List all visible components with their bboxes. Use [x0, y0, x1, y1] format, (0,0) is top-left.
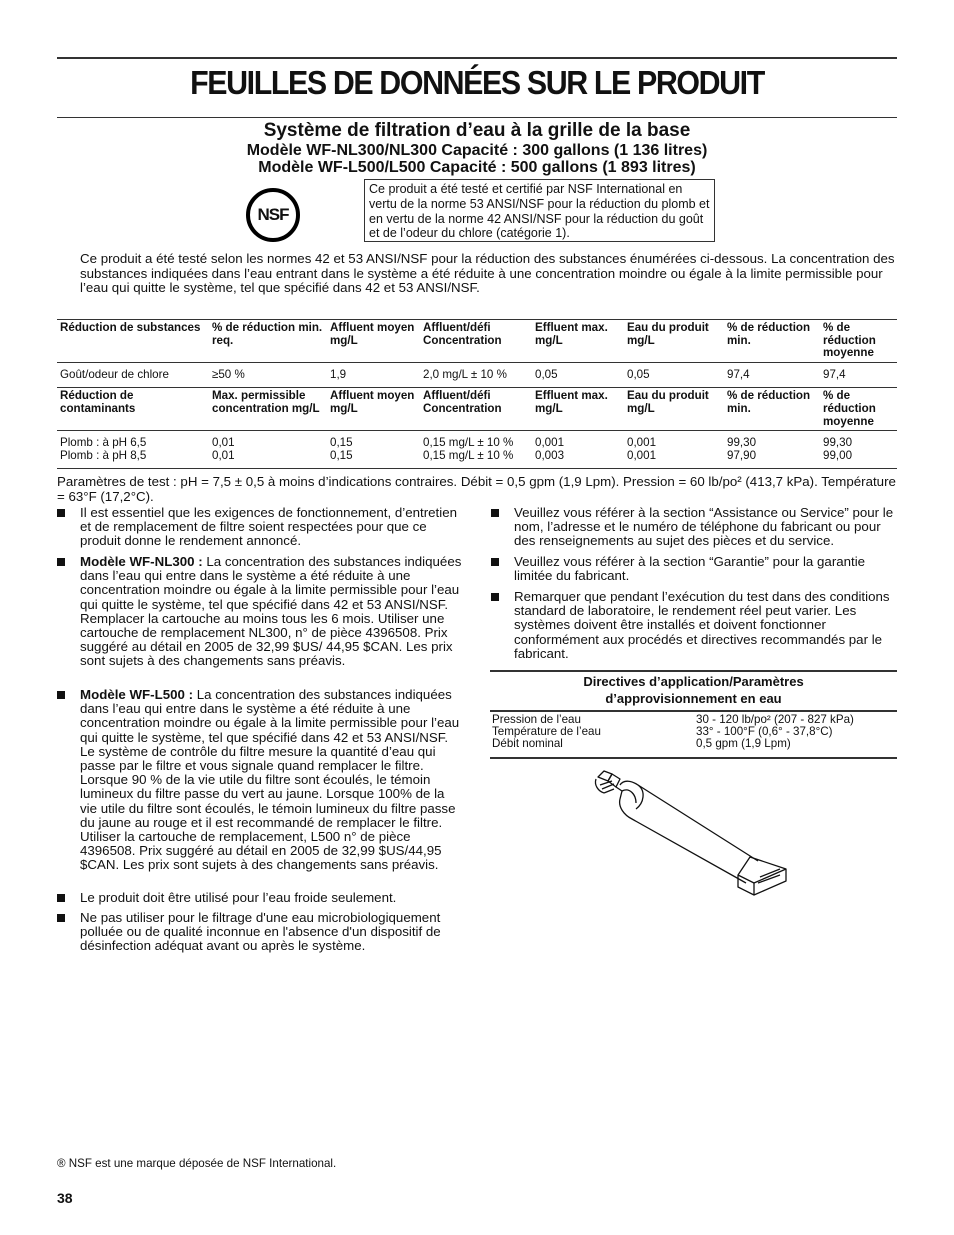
model-line-1: Modèle WF-NL300/NL300 Capacité : 300 gallons (1 136 litres) — [246, 142, 708, 159]
table1-header: Eau du produit mg/L — [627, 321, 709, 347]
table2-header: Affluent/défi Concentration — [423, 389, 502, 415]
app-table-title-line: d’approvisionnement en eau — [605, 691, 782, 706]
table2-header: Réduction de contaminants — [60, 389, 136, 415]
table2-row — [57, 431, 897, 469]
table1-header: % de réduction min. — [727, 321, 811, 347]
bullet-body: Ne pas utiliser pour le filtrage d'une eau microbiologiquement polluée ou de qualité inconnue en l'absence d'un dispositif de désinfection adéquat avant ou après le système. — [80, 910, 441, 954]
cell-line: 99,30 — [823, 436, 853, 450]
bullet-text — [80, 555, 465, 669]
footnote: ® NSF est une marque déposée de NSF International. — [57, 1157, 337, 1170]
param-label: Débit nominal — [492, 737, 563, 751]
table1-row — [57, 362, 897, 388]
cell-line: Plomb : à pH 6,5 — [60, 436, 147, 450]
table2-header: % de réduction min. — [727, 389, 811, 415]
param-value: 33° - 100°F (0,6° - 37,8°C) — [696, 725, 833, 739]
param-label: Pression de l’eau — [492, 713, 581, 726]
nsf-logo-icon: NSF — [246, 188, 300, 242]
table2-header: Affluent moyen mg/L — [330, 389, 415, 415]
intro-paragraph: Ce produit a été testé selon les normes 42 et 53 ANSI/NSF pour la réduction des substances énumérées ci-dessous. La concentration des substances indiquées dans l’eau entrant dans le système a été réduite à une concentration moindre ou égale à la limite permissible pour l’eau qui quitte le système, tel que spécifié dans 42 et 53 ANSI/NSF. — [80, 251, 895, 295]
bullet-text: Veuillez vous référer à la section “Garantie” pour la garantie limitée du fabricant. — [514, 554, 866, 584]
title-rule — [57, 117, 897, 118]
app-table-title — [490, 673, 897, 707]
param-value: 0,5 gpm (1,9 Lpm) — [696, 737, 791, 751]
param-label: Température de l’eau — [492, 725, 601, 739]
bullet-text: Veuillez vous référer à la section “Assistance ou Service” pour le nom, l’adresse et le numéro de téléphone du fabricant ou pour des renseignements au sujet des pièces et du service. — [514, 505, 894, 549]
app-table-top-rule — [490, 670, 897, 672]
nsf-certification-box: Ce produit a été testé et certifié par NSF International en vertu de la norme 53 ANSI/NSF pour la réduction du plomb et en vertu de la norme 42 ANSI/NSF pour la réduction du goût et de l’odeur du chlore (catégorie 1). — [364, 179, 715, 242]
bullet-square-icon — [491, 558, 499, 566]
model-line-2: Modèle WF-L500/L500 Capacité : 500 gallons (1 893 litres) — [258, 159, 696, 176]
bullet-body: La concentration des substances indiquées dans l’eau qui entre dans le système a été réduite à une concentration moindre ou égale à la limite permissible pour l’eau qui quitte le système, tel que spécifié dans 42 et 53 ANSI/NSF. Remplacer la cartouche au moins tous les 6 mois. Utiliser une cartouche de remplacement NL300, n° de pièce 4396508. Prix suggéré au détail en 2005 de 32,99 $US/ 44,95 $CAN. Les prix sont sujets à des changements sans préavis. — [80, 554, 462, 669]
cell-line: 0,15 mg/L ± 10 % — [423, 436, 514, 450]
table1-header: Effluent max. mg/L — [535, 321, 608, 347]
bullet-square-icon — [491, 509, 499, 517]
cell-line: 0,15 — [330, 448, 353, 462]
cell-line: 0,15 mg/L ± 10 % — [423, 448, 514, 462]
bullet-square-icon — [57, 894, 65, 902]
table-cell: 2,0 mg/L ± 10 % — [423, 367, 507, 381]
table-cell: 0,05 — [535, 367, 558, 381]
bullet-text — [80, 506, 465, 549]
table-cell: 97,4 — [823, 367, 846, 381]
bullet-text: Remarquer que pendant l’exécution du test dans des conditions standard de laboratoire, le rendement réel peut varier. Les systèmes doivent être installés et doivent fonctionner conformément aux procédés et directives recommandés par le fabricant. — [514, 589, 890, 661]
app-table-title-line: Directives d’application/Paramètres — [583, 674, 804, 689]
table-cell — [724, 431, 820, 469]
bullet-bold: Modèle WF-L500 : — [80, 687, 194, 702]
bullet-bold: Modèle WF-NL300 : — [80, 554, 203, 569]
table2-header: Effluent max. mg/L — [535, 389, 608, 415]
cell-line: 0,01 — [212, 436, 235, 450]
cell-line: 0,001 — [627, 448, 657, 462]
filter-cartridge-image — [590, 765, 805, 900]
table-cell — [209, 431, 327, 469]
table-cell: 1,9 — [330, 367, 347, 381]
table-cell — [327, 431, 420, 469]
bullet-square-icon — [57, 691, 65, 699]
table-cell — [57, 431, 209, 469]
table1-header: % de réduction min. req. — [212, 321, 323, 347]
table1-header: Réduction de substances — [60, 321, 201, 334]
app-table-mid-rule — [490, 710, 897, 712]
bullet-text — [80, 688, 465, 873]
table1-header: Affluent/défi Concentration — [423, 321, 502, 347]
table-row — [490, 738, 897, 750]
table2-header: Eau du produit mg/L — [627, 389, 709, 415]
section-subtitle: Système de filtration d’eau à la grille de la base — [263, 120, 691, 141]
bullet-square-icon — [57, 914, 65, 922]
table-cell — [532, 431, 624, 469]
cell-line: 99,00 — [823, 448, 853, 462]
bullet-text — [80, 911, 465, 954]
bullet-body: Le produit doit être utilisé pour l’eau froide seulement. — [80, 890, 397, 905]
table-cell: Goût/odeur de chlore — [60, 367, 169, 381]
table-cell: ≥50 % — [212, 367, 245, 381]
table-cell: 97,4 — [727, 367, 750, 381]
cell-line: Plomb : à pH 8,5 — [60, 448, 147, 462]
bullet-body: Il est essentiel que les exigences de fonctionnement, d’entretien et de remplacement de filtre soient respectées pour que ce produit donne le rendement annoncé. — [80, 505, 457, 549]
test-parameters: Paramètres de test : pH = 7,5 ± 0,5 à moins d’indications contraires. Débit = 0,5 gpm (1,9 Lpm). Pression = 60 lb/po² (413,7 kPa). Température = 63°F (17,2°C). — [57, 474, 896, 504]
table-cell — [420, 431, 532, 469]
table2-header: Max. permissible concentration mg/L — [212, 389, 320, 415]
table2-header-row — [57, 388, 897, 431]
page-title: FEUILLES DE DONNÉES SUR LE PRODUIT — [190, 64, 764, 101]
cell-line: 0,01 — [212, 448, 235, 462]
bullet-square-icon — [57, 509, 65, 517]
table-cell — [624, 431, 724, 469]
cell-line: 0,15 — [330, 436, 353, 450]
param-value: 30 - 120 lb/po² (207 - 827 kPa) — [696, 713, 854, 726]
top-rule — [57, 57, 897, 59]
table-cell: 0,05 — [627, 367, 650, 381]
table1-header: % de réduction moyenne — [823, 321, 876, 360]
cell-line: 0,001 — [627, 436, 657, 450]
page-number: 38 — [57, 1190, 73, 1206]
bullet-square-icon — [491, 593, 499, 601]
app-table-bottom-rule — [490, 757, 897, 759]
substances-table — [57, 319, 897, 469]
table1-header: Affluent moyen mg/L — [330, 321, 415, 347]
bullet-square-icon — [57, 558, 65, 566]
cell-line: 97,90 — [727, 448, 757, 462]
cell-line: 0,003 — [535, 448, 565, 462]
cell-line: 0,001 — [535, 436, 565, 450]
bullet-body: La concentration des substances indiquées dans l’eau qui entre dans le système a été réduite à une concentration moindre ou égale à la limite permissible pour l’eau qui quitte le système, tel que spécifié dans 42 et 53 ANSI/NSF. Le système de contrôle du filtre mesure la quantité d’eau qui passe par le filtre et vous signale quand remplacer le filtre. Lorsque 90 % de la vie utile du filtre sont écoulés, le témoin lumineux du filtre passe du vert au jaune. Lorsque 100% de la vie utile du filtre sont écoulés, le témoin lumineux du filtre passe du jaune au rouge et il est recommandé de remplacer le filtre. Utiliser la cartouche de remplacement, L500 n° de pièce 4396508. Prix suggéré au détail en 2005 de 32,99 $US/44,95 $CAN. Les prix sont sujets à des changements sans préavis. — [80, 687, 460, 873]
bullet-text — [80, 891, 465, 905]
app-parameters-table — [490, 714, 897, 751]
table1-header-row — [57, 320, 897, 363]
table2-header: % de réduction moyenne — [823, 389, 876, 428]
table-cell — [820, 431, 897, 469]
cell-line: 99,30 — [727, 436, 757, 450]
